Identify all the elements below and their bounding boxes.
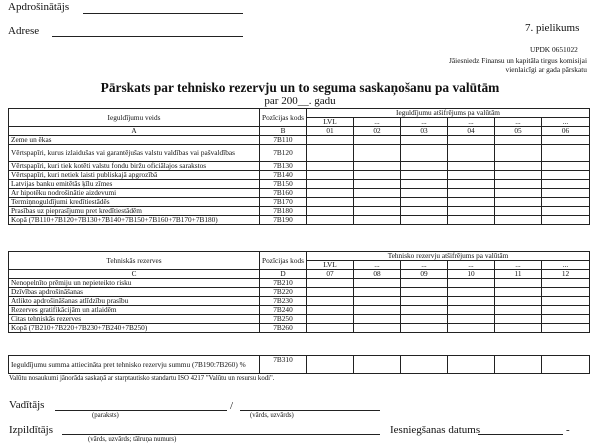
value-cell[interactable]	[542, 324, 590, 333]
value-cell[interactable]	[448, 198, 495, 207]
manager-label: Vadītājs	[9, 399, 45, 411]
investments-rows	[9, 136, 590, 225]
col-header-position-code: Pozīcijas kods	[260, 252, 307, 270]
page-subtitle: par 200__. gadu	[264, 95, 336, 107]
table-row	[9, 279, 590, 288]
investments-table	[8, 108, 590, 225]
ratio-cell[interactable]	[542, 356, 590, 374]
form-code: UPDK 0651022	[530, 45, 578, 54]
value-cell[interactable]	[354, 162, 401, 171]
value-cell[interactable]	[495, 207, 542, 216]
value-cell[interactable]	[448, 180, 495, 189]
row-code: 7B230	[260, 297, 307, 306]
value-cell[interactable]	[495, 279, 542, 288]
reserves-rows	[9, 279, 590, 333]
table-row	[9, 315, 590, 324]
value-cell[interactable]	[354, 136, 401, 145]
currency-header: ...	[401, 261, 448, 270]
ratio-cell[interactable]	[448, 356, 495, 374]
manager-name-field[interactable]	[240, 410, 380, 411]
column-number: 03	[401, 127, 448, 136]
value-cell[interactable]	[542, 297, 590, 306]
submission-date-label: Iesniegšanas datums	[390, 424, 481, 436]
value-cell[interactable]	[401, 189, 448, 198]
value-cell[interactable]	[542, 279, 590, 288]
value-cell[interactable]	[542, 216, 590, 225]
value-cell[interactable]	[542, 145, 590, 162]
row-code: 7B180	[260, 207, 307, 216]
value-cell[interactable]	[354, 180, 401, 189]
currency-header: ...	[495, 261, 542, 270]
column-number: 08	[354, 270, 401, 279]
submission-date-field[interactable]	[478, 434, 563, 435]
value-cell[interactable]	[307, 145, 354, 162]
value-cell[interactable]	[307, 189, 354, 198]
value-cell[interactable]	[542, 189, 590, 198]
currency-header: ...	[495, 118, 542, 127]
column-letter: B	[260, 127, 307, 136]
row-label: Ar hipotēku nodrošinātie aizdevumi	[9, 189, 260, 198]
page-title: Pārskats par tehnisko rezervju un to seguma saskaņošanu pa valūtām	[100, 80, 500, 95]
currency-header: ...	[448, 118, 495, 127]
value-cell[interactable]	[495, 216, 542, 225]
value-cell[interactable]	[542, 198, 590, 207]
value-cell[interactable]	[448, 279, 495, 288]
value-cell[interactable]	[448, 324, 495, 333]
col-header-investment-type: Ieguldījumu veids	[9, 109, 260, 127]
row-code: 7B240	[260, 306, 307, 315]
table-row	[9, 288, 590, 297]
ratio-cell[interactable]	[495, 356, 542, 374]
value-cell[interactable]	[495, 189, 542, 198]
ministry-line-1: Jāiesniedz Finansu un kapitāla tirgus komisijai	[448, 56, 587, 65]
value-cell[interactable]	[354, 306, 401, 315]
value-cell[interactable]	[307, 297, 354, 306]
ratio-label: Ieguldījumu summa attiecināta pret tehnisko rezervju summu (7B190:7B260) %	[9, 356, 260, 374]
table-row	[9, 145, 590, 162]
column-letter: D	[260, 270, 307, 279]
col-header-currency-group: Ieguldījumu atšifrējums pa valūtām	[307, 109, 590, 118]
value-cell[interactable]	[542, 162, 590, 171]
value-cell[interactable]	[542, 315, 590, 324]
preparer-hint: (vārds, uzvārds; tālruņa numurs)	[88, 436, 177, 443]
column-number: 09	[401, 270, 448, 279]
address-label: Adrese	[8, 25, 40, 37]
col-header-reserves: Tehniskās rezerves	[9, 252, 260, 270]
row-code: 7B150	[260, 180, 307, 189]
row-code: 7B190	[260, 216, 307, 225]
appendix-label: 7. pielikums	[525, 22, 580, 34]
row-code: 7B160	[260, 189, 307, 198]
column-number: 07	[307, 270, 354, 279]
row-label: Rezerves gratifikācijām un atlaidēm	[9, 306, 260, 315]
row-label: Nenopelnīto prēmiju un nepieteikto risku	[9, 279, 260, 288]
row-label: Vērtspapīri, kuri tiek kotēti valstu fondu biržu oficiālajos sarakstos	[9, 162, 260, 171]
value-cell[interactable]	[448, 189, 495, 198]
value-cell[interactable]	[354, 198, 401, 207]
row-label: Dzīvības apdrošināšanas	[9, 288, 260, 297]
ratio-cell[interactable]	[401, 356, 448, 374]
row-code: 7B110	[260, 136, 307, 145]
table-row	[9, 198, 590, 207]
value-cell[interactable]	[448, 288, 495, 297]
row-label: Latvijas banku emitētās ķīlu zīmes	[9, 180, 260, 189]
ratio-code: 7B310	[260, 356, 307, 374]
row-label: Prasības uz pieprasījumu pret kredītiestādēm	[9, 207, 260, 216]
value-cell[interactable]	[307, 306, 354, 315]
value-cell[interactable]	[354, 189, 401, 198]
table-row	[9, 189, 590, 198]
row-label: Kopā (7B210+7B220+7B230+7B240+7B250)	[9, 324, 260, 333]
currency-header: LVL	[307, 118, 354, 127]
row-label: Vērtspapīri, kurus izlaidušas vai garantējušas valstu valdības vai pašvaldības	[9, 145, 260, 162]
value-cell[interactable]	[354, 145, 401, 162]
row-code: 7B140	[260, 171, 307, 180]
table-row	[9, 297, 590, 306]
row-label: Citas tehniskās rezerves	[9, 315, 260, 324]
ministry-line-2: vienlaicīgi ar gada pārskatu	[505, 65, 587, 74]
value-cell[interactable]	[542, 306, 590, 315]
value-cell[interactable]	[448, 306, 495, 315]
value-cell[interactable]	[495, 145, 542, 162]
value-cell[interactable]	[542, 207, 590, 216]
value-cell[interactable]	[307, 162, 354, 171]
value-cell[interactable]	[448, 315, 495, 324]
value-cell[interactable]	[495, 180, 542, 189]
currency-header: ...	[354, 261, 401, 270]
value-cell[interactable]	[307, 324, 354, 333]
currency-header: ...	[542, 261, 590, 270]
table-row	[9, 171, 590, 180]
value-cell[interactable]	[307, 198, 354, 207]
currency-header: ...	[448, 261, 495, 270]
column-number: 04	[448, 127, 495, 136]
currency-header: LVL	[307, 261, 354, 270]
value-cell[interactable]	[401, 297, 448, 306]
ratio-table	[8, 355, 590, 374]
value-cell[interactable]	[542, 171, 590, 180]
value-cell[interactable]	[448, 216, 495, 225]
row-code: 7B120	[260, 145, 307, 162]
value-cell[interactable]	[354, 324, 401, 333]
value-cell[interactable]	[307, 315, 354, 324]
value-cell[interactable]	[354, 279, 401, 288]
table-row	[9, 136, 590, 145]
col-header-position-code: Pozīcijas kods	[260, 109, 307, 127]
column-number: 06	[542, 127, 590, 136]
table-row	[9, 207, 590, 216]
value-cell[interactable]	[448, 162, 495, 171]
value-cell[interactable]	[401, 315, 448, 324]
value-cell[interactable]	[307, 171, 354, 180]
currency-header: ...	[354, 118, 401, 127]
table-row	[9, 306, 590, 315]
currency-header: ...	[401, 118, 448, 127]
value-cell[interactable]	[401, 180, 448, 189]
value-cell[interactable]	[354, 216, 401, 225]
ratio-cell[interactable]	[307, 356, 354, 374]
col-header-currency-group: Tehnisko rezervju atšifrējums pa valūtām	[307, 252, 590, 261]
row-code: 7B170	[260, 198, 307, 207]
value-cell[interactable]	[401, 288, 448, 297]
value-cell[interactable]	[495, 162, 542, 171]
row-label: Zeme un ēkas	[9, 136, 260, 145]
value-cell[interactable]	[401, 136, 448, 145]
value-cell[interactable]	[307, 216, 354, 225]
insurer-field[interactable]	[83, 13, 243, 14]
value-cell[interactable]	[354, 207, 401, 216]
value-cell[interactable]	[354, 315, 401, 324]
value-cell[interactable]	[401, 171, 448, 180]
value-cell[interactable]	[448, 145, 495, 162]
value-cell[interactable]	[448, 136, 495, 145]
value-cell[interactable]	[495, 136, 542, 145]
name-hint: (vārds, uzvārds)	[250, 412, 294, 419]
ratio-cell[interactable]	[354, 356, 401, 374]
signature-hint: (paraksts)	[92, 412, 119, 419]
value-cell[interactable]	[307, 288, 354, 297]
value-cell[interactable]	[354, 171, 401, 180]
value-cell[interactable]	[401, 198, 448, 207]
column-letter: C	[9, 270, 260, 279]
value-cell[interactable]	[307, 180, 354, 189]
value-cell[interactable]	[542, 136, 590, 145]
value-cell[interactable]	[354, 297, 401, 306]
table-row	[9, 216, 590, 225]
row-code: 7B260	[260, 324, 307, 333]
column-number: 02	[354, 127, 401, 136]
value-cell[interactable]	[495, 297, 542, 306]
row-label: Kopā (7B110+7B120+7B130+7B140+7B150+7B160+7B170+7B180)	[9, 216, 260, 225]
value-cell[interactable]	[448, 297, 495, 306]
value-cell[interactable]	[448, 171, 495, 180]
preparer-label: Izpildītājs	[9, 424, 53, 436]
column-number: 05	[495, 127, 542, 136]
value-cell[interactable]	[448, 207, 495, 216]
value-cell[interactable]	[495, 306, 542, 315]
value-cell[interactable]	[542, 288, 590, 297]
value-cell[interactable]	[401, 324, 448, 333]
value-cell[interactable]	[401, 162, 448, 171]
reserves-table	[8, 251, 590, 333]
row-code: 7B210	[260, 279, 307, 288]
value-cell[interactable]	[542, 180, 590, 189]
row-code: 7B130	[260, 162, 307, 171]
value-cell[interactable]	[354, 288, 401, 297]
row-label: Vērtspapīri, kuri netiek laisti publiskajā apgrozībā	[9, 171, 260, 180]
insurer-label: Apdrošinātājs	[8, 1, 70, 13]
column-number: 12	[542, 270, 590, 279]
value-cell[interactable]	[401, 216, 448, 225]
value-cell[interactable]	[307, 279, 354, 288]
column-number: 10	[448, 270, 495, 279]
row-code: 7B220	[260, 288, 307, 297]
address-field[interactable]	[52, 36, 243, 37]
value-cell[interactable]	[401, 279, 448, 288]
value-cell[interactable]	[401, 207, 448, 216]
table-row	[9, 324, 590, 333]
value-cell[interactable]	[495, 324, 542, 333]
row-label: Atlikto apdrošināšanas atlīdzību prasību	[9, 297, 260, 306]
manager-signature-field[interactable]	[55, 410, 227, 411]
value-cell[interactable]	[495, 171, 542, 180]
slash-separator: /	[230, 400, 234, 412]
currency-header: ...	[542, 118, 590, 127]
row-code: 7B250	[260, 315, 307, 324]
value-cell[interactable]	[495, 288, 542, 297]
value-cell[interactable]	[401, 306, 448, 315]
row-label: Termiņnoguldījumi kredītiestādēs	[9, 198, 260, 207]
footnote: Valūtu nosaukumi jānorāda saskaņā ar starptautisko standartu ISO 4217 "Valūtu un resursu kodi".	[9, 375, 275, 382]
column-letter: A	[9, 127, 260, 136]
value-cell[interactable]	[401, 145, 448, 162]
table-row	[9, 180, 590, 189]
column-number: 01	[307, 127, 354, 136]
value-cell[interactable]	[495, 315, 542, 324]
date-dash: -	[566, 424, 570, 436]
value-cell[interactable]	[307, 136, 354, 145]
column-number: 11	[495, 270, 542, 279]
preparer-field[interactable]	[62, 434, 380, 435]
table-row	[9, 162, 590, 171]
value-cell[interactable]	[495, 198, 542, 207]
value-cell[interactable]	[307, 207, 354, 216]
